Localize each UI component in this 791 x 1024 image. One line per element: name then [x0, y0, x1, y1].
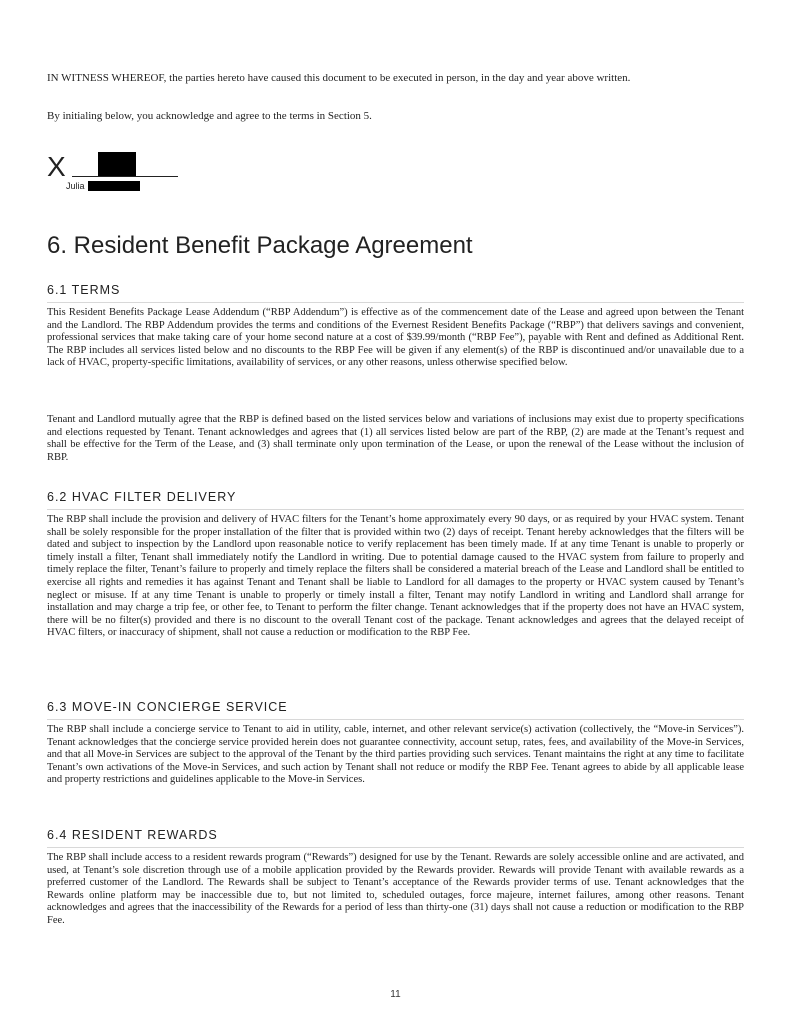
section-heading-rewards: 6.4 RESIDENT REWARDS: [47, 828, 218, 842]
section-divider: [47, 509, 744, 510]
section-title: 6. Resident Benefit Package Agreement: [47, 232, 473, 259]
section-heading-concierge: 6.3 MOVE-IN CONCIERGE SERVICE: [47, 700, 288, 714]
redaction-box: [98, 152, 136, 176]
terms-paragraph-2: Tenant and Landlord mutually agree that the RBP is defined based on the listed services below and variations of inclusions may exist due to property specifications and elections requested by Tenant. Tenant acknowledges and agrees that (1) all services listed below are part of the RBP, (2) are made at the Tenant’s request and shall be effective for the Term of the Lease, and (3) shall terminate only upon termination of the Lease, or upon the renewal of the Lease without the inclusion of RBP.: [47, 414, 744, 463]
signature-mark: X: [47, 151, 66, 182]
page-number: 11: [390, 989, 401, 1000]
concierge-paragraph: The RBP shall include a concierge service to Tenant to aid in utility, cable, internet, and other relevant service(s) activation (collectively, the “Move-in Services”). Tenant acknowledges that the concierge service provided herein does not guarantee connectivity, account setup, rates, fees, and availability of the Move-in Services, and that all Move-in Services are subject to the approval of the Tenant by the third parties providing such services. Tenant maintains the right at any time to facilitate Tenant’s own activations of the Move-in Services, and such action by Tenant shall not reduce or modify the RBP Fee. Tenant agrees to abide by all applicable lease and property restrictions and guidelines applicable to the Move-in Services.: [47, 724, 744, 786]
signature-line: [72, 176, 178, 177]
section-divider: [47, 719, 744, 720]
rewards-paragraph: The RBP shall include access to a resident rewards program (“Rewards”) designed for use by the Tenant. Rewards are solely accessible online and are activated, and used, at Tenant’s sole discretion through use of a mobile application provided by the Rewards provider. Rewards will provide Tenant with available rewards as a preferred customer of the Landlord. The Rewards shall be subject to Tenant’s acceptance of the Rewards provider terms of use. Tenant acknowledges that the Rewards online platform may be inaccessible due to, but not limited to, scheduled outages, force majeure, internet failures, among other reasons. Tenant acknowledges and agrees that the inaccessibility of the Rewards for a period of less than thirty-one (31) days shall not cause a reduction or modification to the RBP Fee.: [47, 852, 744, 926]
initial-instruction: By initialing below, you acknowledge and agree to the terms in Section 5.: [47, 110, 372, 122]
section-heading-terms: 6.1 TERMS: [47, 283, 121, 297]
section-divider: [47, 302, 744, 303]
section-divider: [47, 847, 744, 848]
section-heading-hvac: 6.2 HVAC FILTER DELIVERY: [47, 490, 237, 504]
redaction-box: [88, 181, 140, 191]
hvac-paragraph: The RBP shall include the provision and delivery of HVAC filters for the Tenant’s home approximately every 90 days, or as required by your HVAC system. Tenant shall be solely responsible for the proper installation of the filter that is provided within two (2) days of receipt. Tenant hereby acknowledges that the filters will be dated and subject to inspection by the Landlord upon reasonable notice to verify replacement has been timely made. If at any time Tenant is unable to properly or timely install a filter, Tenant shall immediately notify the Landlord in writing. Due to potential damage caused to the HVAC system from failure to properly and timely replace the filter, Tenant’s failure to properly and timely replace the filters shall be considered a material breach of the Lease and Landlord shall be entitled to exercise all rights and remedies it has against Tenant and Tenant shall be liable to Landlord for all damages to the property or HVAC system caused by Tenant’s neglect or misuse. If at any time Tenant is unable to properly or timely install a filter, Tenant may notify Landlord in writing and Landlord shall arrange for installation and may charge a trip fee, or other fee, to Tenant to perform the filter change. Tenant acknowledges that if the property does not have an HVAC system, there will be no filter(s) provided and there is no discount to the overall Tenant cost of the package. Tenant acknowledges and agrees that the delayed receipt of HVAC filters, or inaccuracy of shipment, shall not cause a reduction or modification to the RBP Fee.: [47, 514, 744, 639]
signer-name: Julia: [66, 181, 85, 191]
witness-statement: IN WITNESS WHEREOF, the parties hereto have caused this document to be executed in person, in the day and year above written.: [47, 72, 631, 84]
terms-paragraph-1: This Resident Benefits Package Lease Addendum (“RBP Addendum”) is effective as of the commencement date of the Lease and agreed upon between the Tenant and the Landlord. The RBP Addendum provides the terms and conditions of the Evernest Resident Benefits Package (“RBP”) that delivers savings and convenient, professional services that make taking care of your home second nature at a cost of $39.99/month (“RBP Fee”), payable with Rent and defined as Additional Rent. The RBP includes all services listed below and no discounts to the RBP Fee will be given if any element(s) of the RBP is discontinued and/or unavailable due to a lack of HVAC, property-specific limitations, availability of services, or any other reasons, unless otherwise specified below.: [47, 307, 744, 369]
